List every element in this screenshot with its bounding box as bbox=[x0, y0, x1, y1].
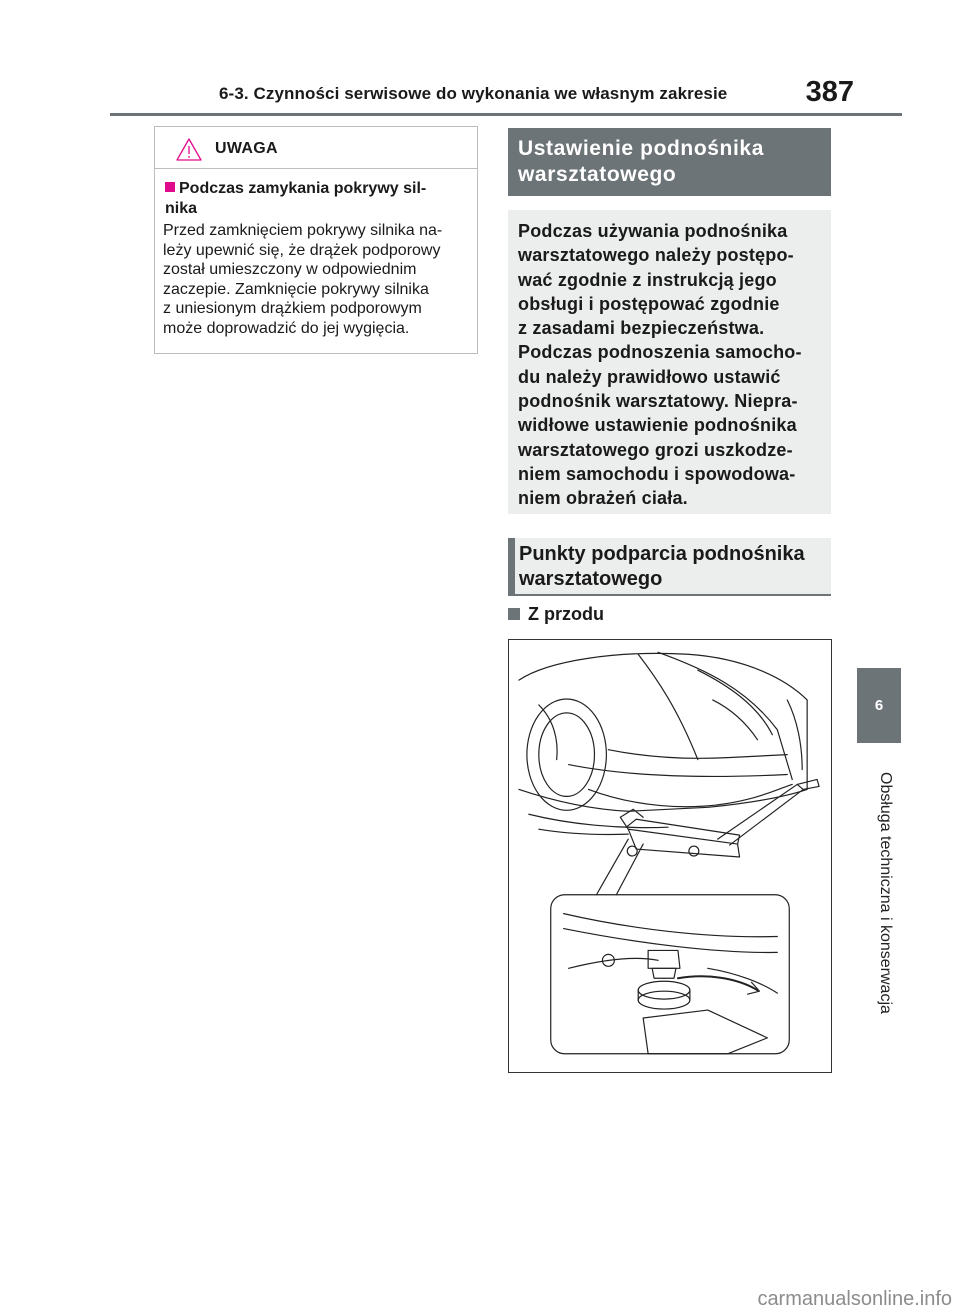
info-box: Podczas używania podnośnika warsztatowego należy postępo- wać zgodnie z instrukcją jego obsługi i postępować zgodnie z zasadami bezpieczeństwa. Podczas podnoszenia samocho- du należy prawidłowo ustawić podnośnik warsztatowy. Niepra- widłowe ustawienie podnośnika warsztatowego grozi uszkodze- niem samochodu i spowodowa- niem obrażeń ciała. bbox=[508, 210, 831, 514]
bullet-square-icon bbox=[508, 608, 520, 620]
front-jack-point-illustration bbox=[508, 639, 832, 1073]
warning-subheading-text: Podczas zamykania pokrywy sil- nika bbox=[165, 180, 427, 217]
chapter-name: Obsługa techniczna i konserwacja bbox=[877, 772, 894, 1014]
item-heading bbox=[508, 604, 604, 625]
bullet-square-icon bbox=[165, 182, 175, 192]
page-number: 387 bbox=[805, 76, 854, 108]
warning-body: Przed zamknięciem pokrywy silnika na- leży upewnić się, że drążek podporowy został umieszczony w odpowiednim zaczepie. Zamknięcie pokrywy silnika z uniesionym drążkiem podporowym może doprowadzić do jej wygięcia. bbox=[163, 222, 443, 337]
warning-subheading bbox=[165, 179, 470, 219]
chapter-number: 6 bbox=[874, 697, 884, 714]
subsection-heading: Punkty podparcia podnośnika warsztatowego bbox=[508, 538, 831, 596]
header-divider bbox=[110, 113, 902, 116]
warning-triangle-icon bbox=[175, 137, 203, 162]
jack-illustration-svg bbox=[509, 640, 831, 1072]
chapter-tab[interactable] bbox=[857, 668, 901, 743]
watermark: carmanualsonline.info bbox=[757, 1288, 952, 1310]
item-heading-text: Z przodu bbox=[528, 604, 604, 624]
warning-box bbox=[154, 126, 478, 354]
section-title: 6-3. Czynności serwisowe do wykonania we własnym zakresie bbox=[219, 84, 728, 103]
section-heading: Ustawienie podnośnika warsztatowego bbox=[508, 128, 831, 196]
warning-title: UWAGA bbox=[215, 140, 278, 157]
warning-header bbox=[155, 127, 477, 169]
